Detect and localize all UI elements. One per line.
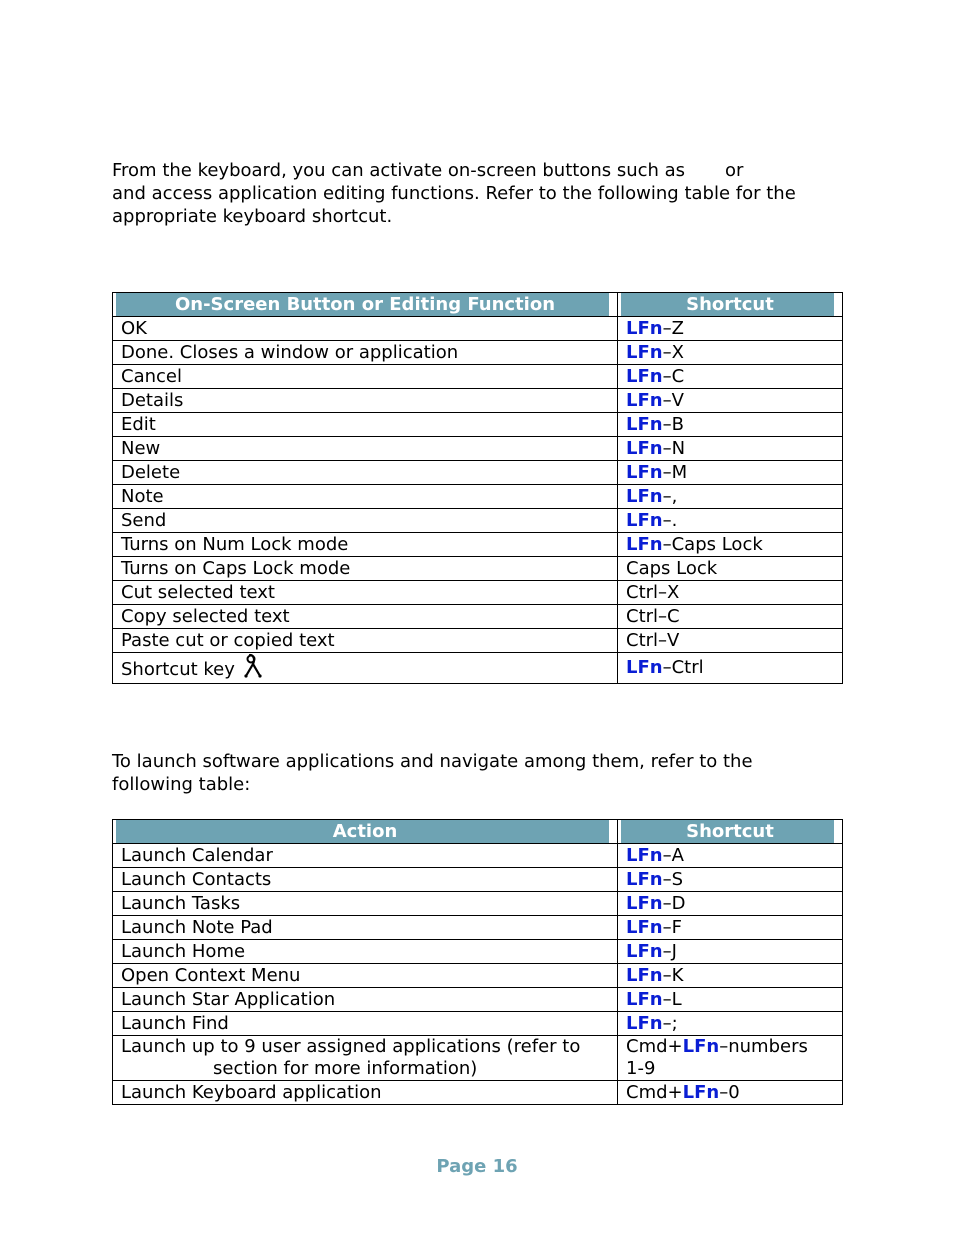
shortcut-prefix: Cmd+ — [626, 1036, 683, 1057]
shortcut-suffix: –Caps Lock — [662, 534, 763, 555]
function-cell — [113, 629, 618, 653]
table-row — [113, 988, 843, 1012]
function-label: Copy selected text — [121, 606, 290, 627]
shortcut-cell — [618, 605, 843, 629]
shortcut-suffix: –numbers — [719, 1036, 808, 1057]
table-row — [113, 557, 843, 581]
lfn-key: LFn — [626, 366, 663, 387]
lfn-key: LFn — [682, 1036, 720, 1057]
lfn-key: LFn — [626, 893, 663, 914]
function-cell — [113, 581, 618, 605]
table-row — [113, 317, 843, 341]
shortcut-cell — [618, 1036, 843, 1081]
shortcut-prefix: Cmd+ — [626, 1082, 683, 1103]
action-label: Launch Calendar — [121, 845, 273, 866]
shortcut-cell — [618, 1012, 843, 1036]
lfn-key: LFn — [626, 318, 663, 339]
lfn-key: LFn — [626, 941, 663, 962]
table-row — [113, 964, 843, 988]
lfn-key: LFn — [682, 1082, 720, 1103]
function-label: Cancel — [121, 366, 182, 387]
intro-line3: appropriate keyboard shortcut. — [112, 206, 393, 227]
action-label-line1: Launch up to 9 user assigned applications (refer to — [121, 1036, 581, 1057]
column-header-action: Action — [113, 820, 618, 844]
shortcut-suffix: –N — [662, 438, 686, 459]
action-label: Launch Contacts — [121, 869, 272, 890]
shortcut-cell — [618, 940, 843, 964]
action-cell — [113, 1012, 618, 1036]
shortcut-suffix: –F — [662, 917, 682, 938]
function-cell — [113, 485, 618, 509]
table-row — [113, 844, 843, 868]
shortcut-suffix: –, — [662, 486, 678, 507]
lfn-key: LFn — [626, 845, 663, 866]
shortcut-cell — [618, 317, 843, 341]
shortcut-suffix-line2: 1-9 — [626, 1058, 656, 1079]
page-number: Page 16 — [436, 1156, 518, 1177]
function-cell — [113, 437, 618, 461]
function-label: OK — [121, 318, 147, 339]
shortcut-suffix: –C — [662, 366, 685, 387]
shortcut-cell — [618, 629, 843, 653]
shortcut-suffix: –D — [662, 893, 686, 914]
shortcut-cell — [618, 1081, 843, 1105]
shortcut-prefix: Caps Lock — [626, 558, 718, 579]
table-row — [113, 1036, 843, 1081]
launch-intro-paragraph — [112, 750, 842, 796]
function-label: Done. Closes a window or application — [121, 342, 459, 363]
lfn-key: LFn — [626, 1013, 663, 1034]
action-label: Launch Home — [121, 941, 246, 962]
lfn-key: LFn — [626, 965, 663, 986]
function-label: Note — [121, 486, 164, 507]
function-cell — [113, 461, 618, 485]
shortcut-cell — [618, 988, 843, 1012]
editing-shortcuts-table — [112, 292, 843, 684]
table-row — [113, 413, 843, 437]
lfn-key: LFn — [626, 657, 663, 678]
function-cell — [113, 365, 618, 389]
table-row — [113, 868, 843, 892]
shortcut-suffix: –X — [662, 342, 684, 363]
lfn-key: LFn — [626, 414, 663, 435]
table-row — [113, 581, 843, 605]
shortcut-suffix: –V — [662, 390, 684, 411]
table-row — [113, 461, 843, 485]
table-row — [113, 892, 843, 916]
action-label: Launch Tasks — [121, 893, 241, 914]
shortcut-cell — [618, 485, 843, 509]
action-label: Launch Keyboard application — [121, 1082, 382, 1103]
column-header-shortcut: Shortcut — [618, 293, 843, 317]
function-cell — [113, 509, 618, 533]
action-cell — [113, 1081, 618, 1105]
action-label-line2: section for more information) — [213, 1058, 478, 1079]
function-cell — [113, 557, 618, 581]
shortcut-suffix: –L — [662, 989, 682, 1010]
lfn-key: LFn — [626, 869, 663, 890]
function-label: New — [121, 438, 161, 459]
action-cell — [113, 892, 618, 916]
action-label: Launch Note Pad — [121, 917, 273, 938]
shortcut-cell — [618, 964, 843, 988]
action-cell — [113, 916, 618, 940]
shortcut-cell — [618, 509, 843, 533]
action-label: Open Context Menu — [121, 965, 301, 986]
shortcut-cell — [618, 844, 843, 868]
intro-line1-a: From the keyboard, you can activate on-screen buttons such as — [112, 160, 686, 181]
lfn-key: LFn — [626, 510, 663, 531]
lfn-key: LFn — [626, 438, 663, 459]
shortcut-suffix: –. — [662, 510, 678, 531]
function-cell — [113, 653, 618, 684]
column-header-function: On-Screen Button or Editing Function — [113, 293, 618, 317]
shortcut-prefix: Ctrl–C — [626, 606, 680, 627]
shortcut-suffix: –K — [662, 965, 684, 986]
shortcut-cell — [618, 916, 843, 940]
table-header-row — [113, 293, 843, 317]
table-row — [113, 437, 843, 461]
intro-paragraph — [112, 159, 842, 228]
shortcut-suffix: –0 — [719, 1082, 740, 1103]
table-row — [113, 533, 843, 557]
shortcut-suffix: –A — [662, 845, 684, 866]
shortcut-cell — [618, 413, 843, 437]
shortcut-cell — [618, 461, 843, 485]
table-row — [113, 940, 843, 964]
shortcut-suffix: –J — [662, 941, 677, 962]
shortcut-prefix: Ctrl–V — [626, 630, 680, 651]
function-cell — [113, 413, 618, 437]
table-row — [113, 389, 843, 413]
function-label: Details — [121, 390, 184, 411]
shortcut-suffix: –B — [662, 414, 684, 435]
shortcut-suffix: –S — [662, 869, 684, 890]
function-label: Cut selected text — [121, 582, 275, 603]
function-cell — [113, 389, 618, 413]
table-row — [113, 341, 843, 365]
function-label: Turns on Caps Lock mode — [121, 558, 351, 579]
table-row — [113, 916, 843, 940]
action-cell — [113, 868, 618, 892]
action-cell — [113, 844, 618, 868]
shortcut-suffix: –Ctrl — [662, 657, 704, 678]
action-label: Launch Find — [121, 1013, 229, 1034]
shortcut-cell — [618, 341, 843, 365]
table-row — [113, 485, 843, 509]
function-cell — [113, 605, 618, 629]
action-cell — [113, 988, 618, 1012]
shortcut-cell — [618, 365, 843, 389]
action-label: Launch Star Application — [121, 989, 336, 1010]
table-row — [113, 1081, 843, 1105]
function-label: Delete — [121, 462, 181, 483]
action-cell — [113, 940, 618, 964]
launch-shortcuts-table — [112, 819, 843, 1105]
function-label: Paste cut or copied text — [121, 630, 335, 651]
table-row — [113, 509, 843, 533]
table-header-row — [113, 820, 843, 844]
lfn-key: LFn — [626, 342, 663, 363]
shortcut-cell — [618, 437, 843, 461]
lfn-key: LFn — [626, 390, 663, 411]
shortcut-cell — [618, 581, 843, 605]
function-cell — [113, 317, 618, 341]
lfn-key: LFn — [626, 917, 663, 938]
launch-intro-line1: To launch software applications and navigate among them, refer to the — [112, 751, 753, 772]
shortcut-cell — [618, 892, 843, 916]
function-label: Turns on Num Lock mode — [121, 534, 349, 555]
shortcut-cell — [618, 533, 843, 557]
table-row — [113, 653, 843, 684]
shortcut-suffix: –Z — [662, 318, 684, 339]
shortcut-suffix: –; — [662, 1013, 678, 1034]
launch-intro-line2: following table: — [112, 774, 251, 795]
shortcut-cell — [618, 557, 843, 581]
shortcut-cell — [618, 389, 843, 413]
action-cell — [113, 1036, 618, 1081]
function-cell — [113, 341, 618, 365]
shortcut-cell — [618, 653, 843, 684]
shortcut-prefix: Ctrl–X — [626, 582, 680, 603]
shortcut-cell — [618, 868, 843, 892]
lfn-key: LFn — [626, 462, 663, 483]
lfn-key: LFn — [626, 486, 663, 507]
function-cell — [113, 533, 618, 557]
action-cell — [113, 964, 618, 988]
lfn-key: LFn — [626, 989, 663, 1010]
table-row — [113, 1012, 843, 1036]
lfn-key: LFn — [626, 534, 663, 555]
shortcut-loop-icon — [243, 653, 263, 679]
shortcut-suffix: –M — [662, 462, 688, 483]
intro-line1-b: or — [725, 160, 744, 181]
table-row — [113, 629, 843, 653]
table-row — [113, 605, 843, 629]
column-header-shortcut: Shortcut — [618, 820, 843, 844]
intro-line2: and access application editing functions. Refer to the following table for the — [112, 183, 796, 204]
function-label: Send — [121, 510, 167, 531]
table-row — [113, 365, 843, 389]
function-label: Edit — [121, 414, 156, 435]
function-label: Shortcut key — [121, 659, 235, 680]
